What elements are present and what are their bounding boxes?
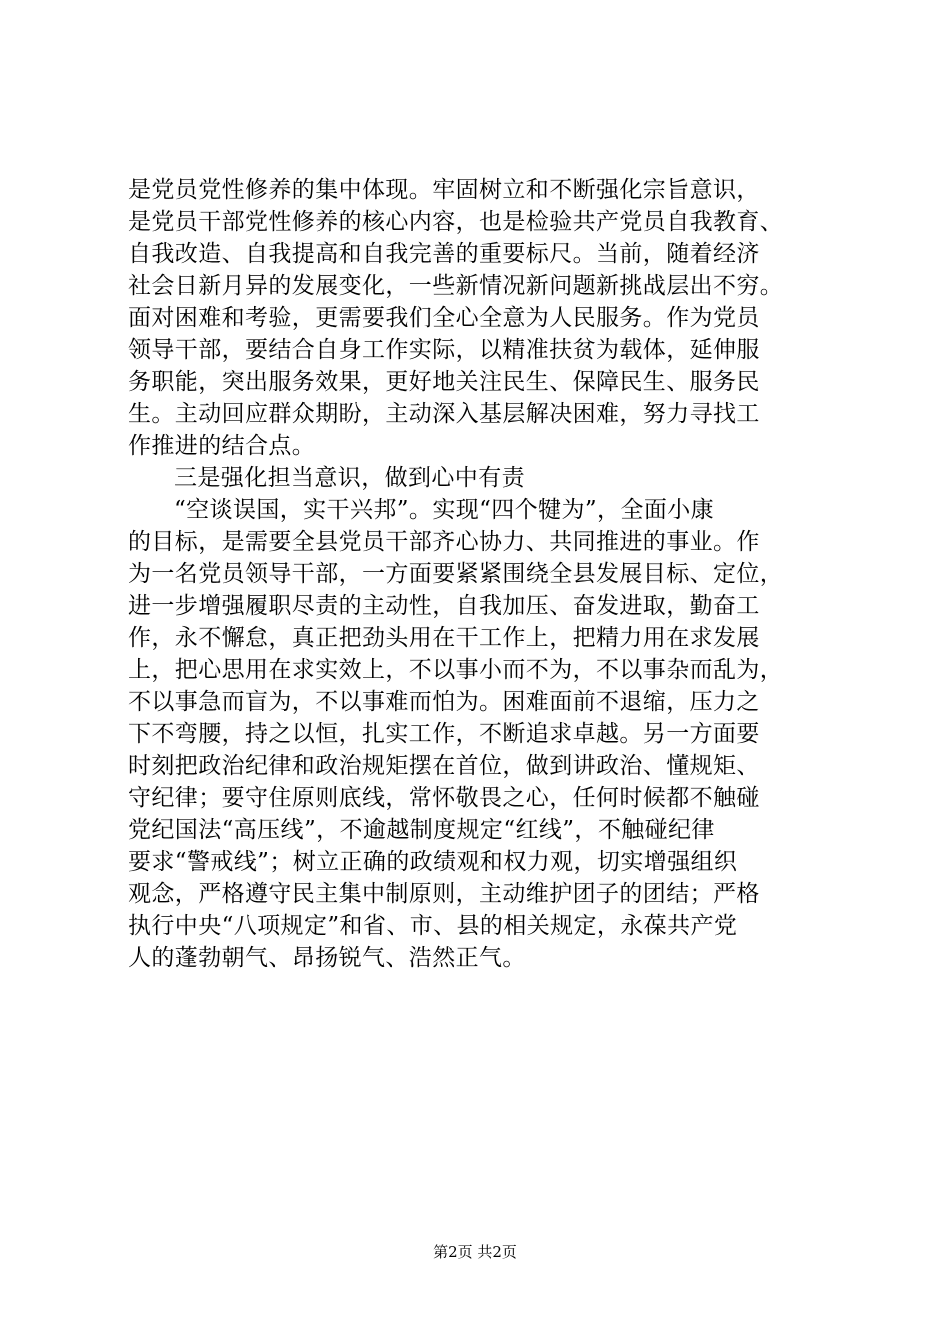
body-text — [128, 174, 858, 974]
text-line: 人的蓬勃朝气、昂扬锐气、浩然正气。 — [128, 945, 526, 971]
text-line: 是党员干部党性修养的核心内容，也是检验共产党员自我教育、 — [128, 209, 784, 235]
text-line: 作推进的结合点。 — [128, 433, 316, 459]
text-line: 作，永不懈怠，真正把劲头用在干工作上，把精力用在求发展 — [128, 625, 760, 651]
text-line: 生。主动回应群众期盼，主动深入基层解决困难，努力寻找工 — [128, 401, 760, 427]
text-line: 下不弯腰，持之以恒，扎实工作，不断追求卓越。另一方面要 — [128, 721, 760, 747]
text-line: 上，把心思用在求实效上，不以事小而不为，不以事杂而乱为， — [128, 657, 784, 683]
text-line: 要求“警戒线”；树立正确的政绩观和权力观，切实增强组织 — [128, 849, 738, 875]
text-line: 领导干部，要结合自身工作实际，以精准扶贫为载体，延伸服 — [128, 337, 760, 363]
text-line: 三是强化担当意识，做到心中有责 — [174, 465, 525, 491]
text-line: 社会日新月异的发展变化，一些新情况新问题新挑战层出不穷。 — [128, 273, 784, 299]
text-line: 务职能，突出服务效果，更好地关注民生、保障民生、服务民 — [128, 369, 760, 395]
text-line: 执行中央“八项规定”和省、市、县的相关规定，永葆共产党 — [128, 913, 738, 939]
text-line: 面对困难和考验，更需要我们全心全意为人民服务。作为党员 — [128, 305, 760, 331]
text-line: 不以事急而盲为，不以事难而怕为。困难面前不退缩，压力之 — [128, 689, 760, 715]
text-line: “空谈误国，实干兴邦”。实现“四个犍为”，全面小康 — [174, 497, 715, 523]
text-line: 党纪国法“高压线”，不逾越制度规定“红线”，不触碰纪律 — [128, 817, 715, 843]
text-line: 是党员党性修养的集中体现。牢固树立和不断强化宗旨意识， — [128, 177, 760, 203]
text-line: 为一名党员领导干部，一方面要紧紧围绕全县发展目标、定位， — [128, 561, 784, 587]
text-line: 时刻把政治纪律和政治规矩摆在首位，做到讲政治、懂规矩、 — [128, 753, 760, 779]
text-line: 守纪律；要守住原则底线，常怀敬畏之心，任何时候都不触碰 — [128, 785, 760, 811]
text-line: 观念，严格遵守民主集中制原则，主动维护团子的团结；严格 — [128, 881, 760, 907]
text-line: 自我改造、自我提高和自我完善的重要标尺。当前，随着经济 — [128, 241, 760, 267]
text-line: 进一步增强履职尽责的主动性，自我加压、奋发进取，勤奋工 — [128, 593, 760, 619]
page-footer: 第2页 共2页 — [433, 1243, 517, 1261]
text-line: 的目标，是需要全县党员干部齐心协力、共同推进的事业。作 — [128, 529, 760, 555]
